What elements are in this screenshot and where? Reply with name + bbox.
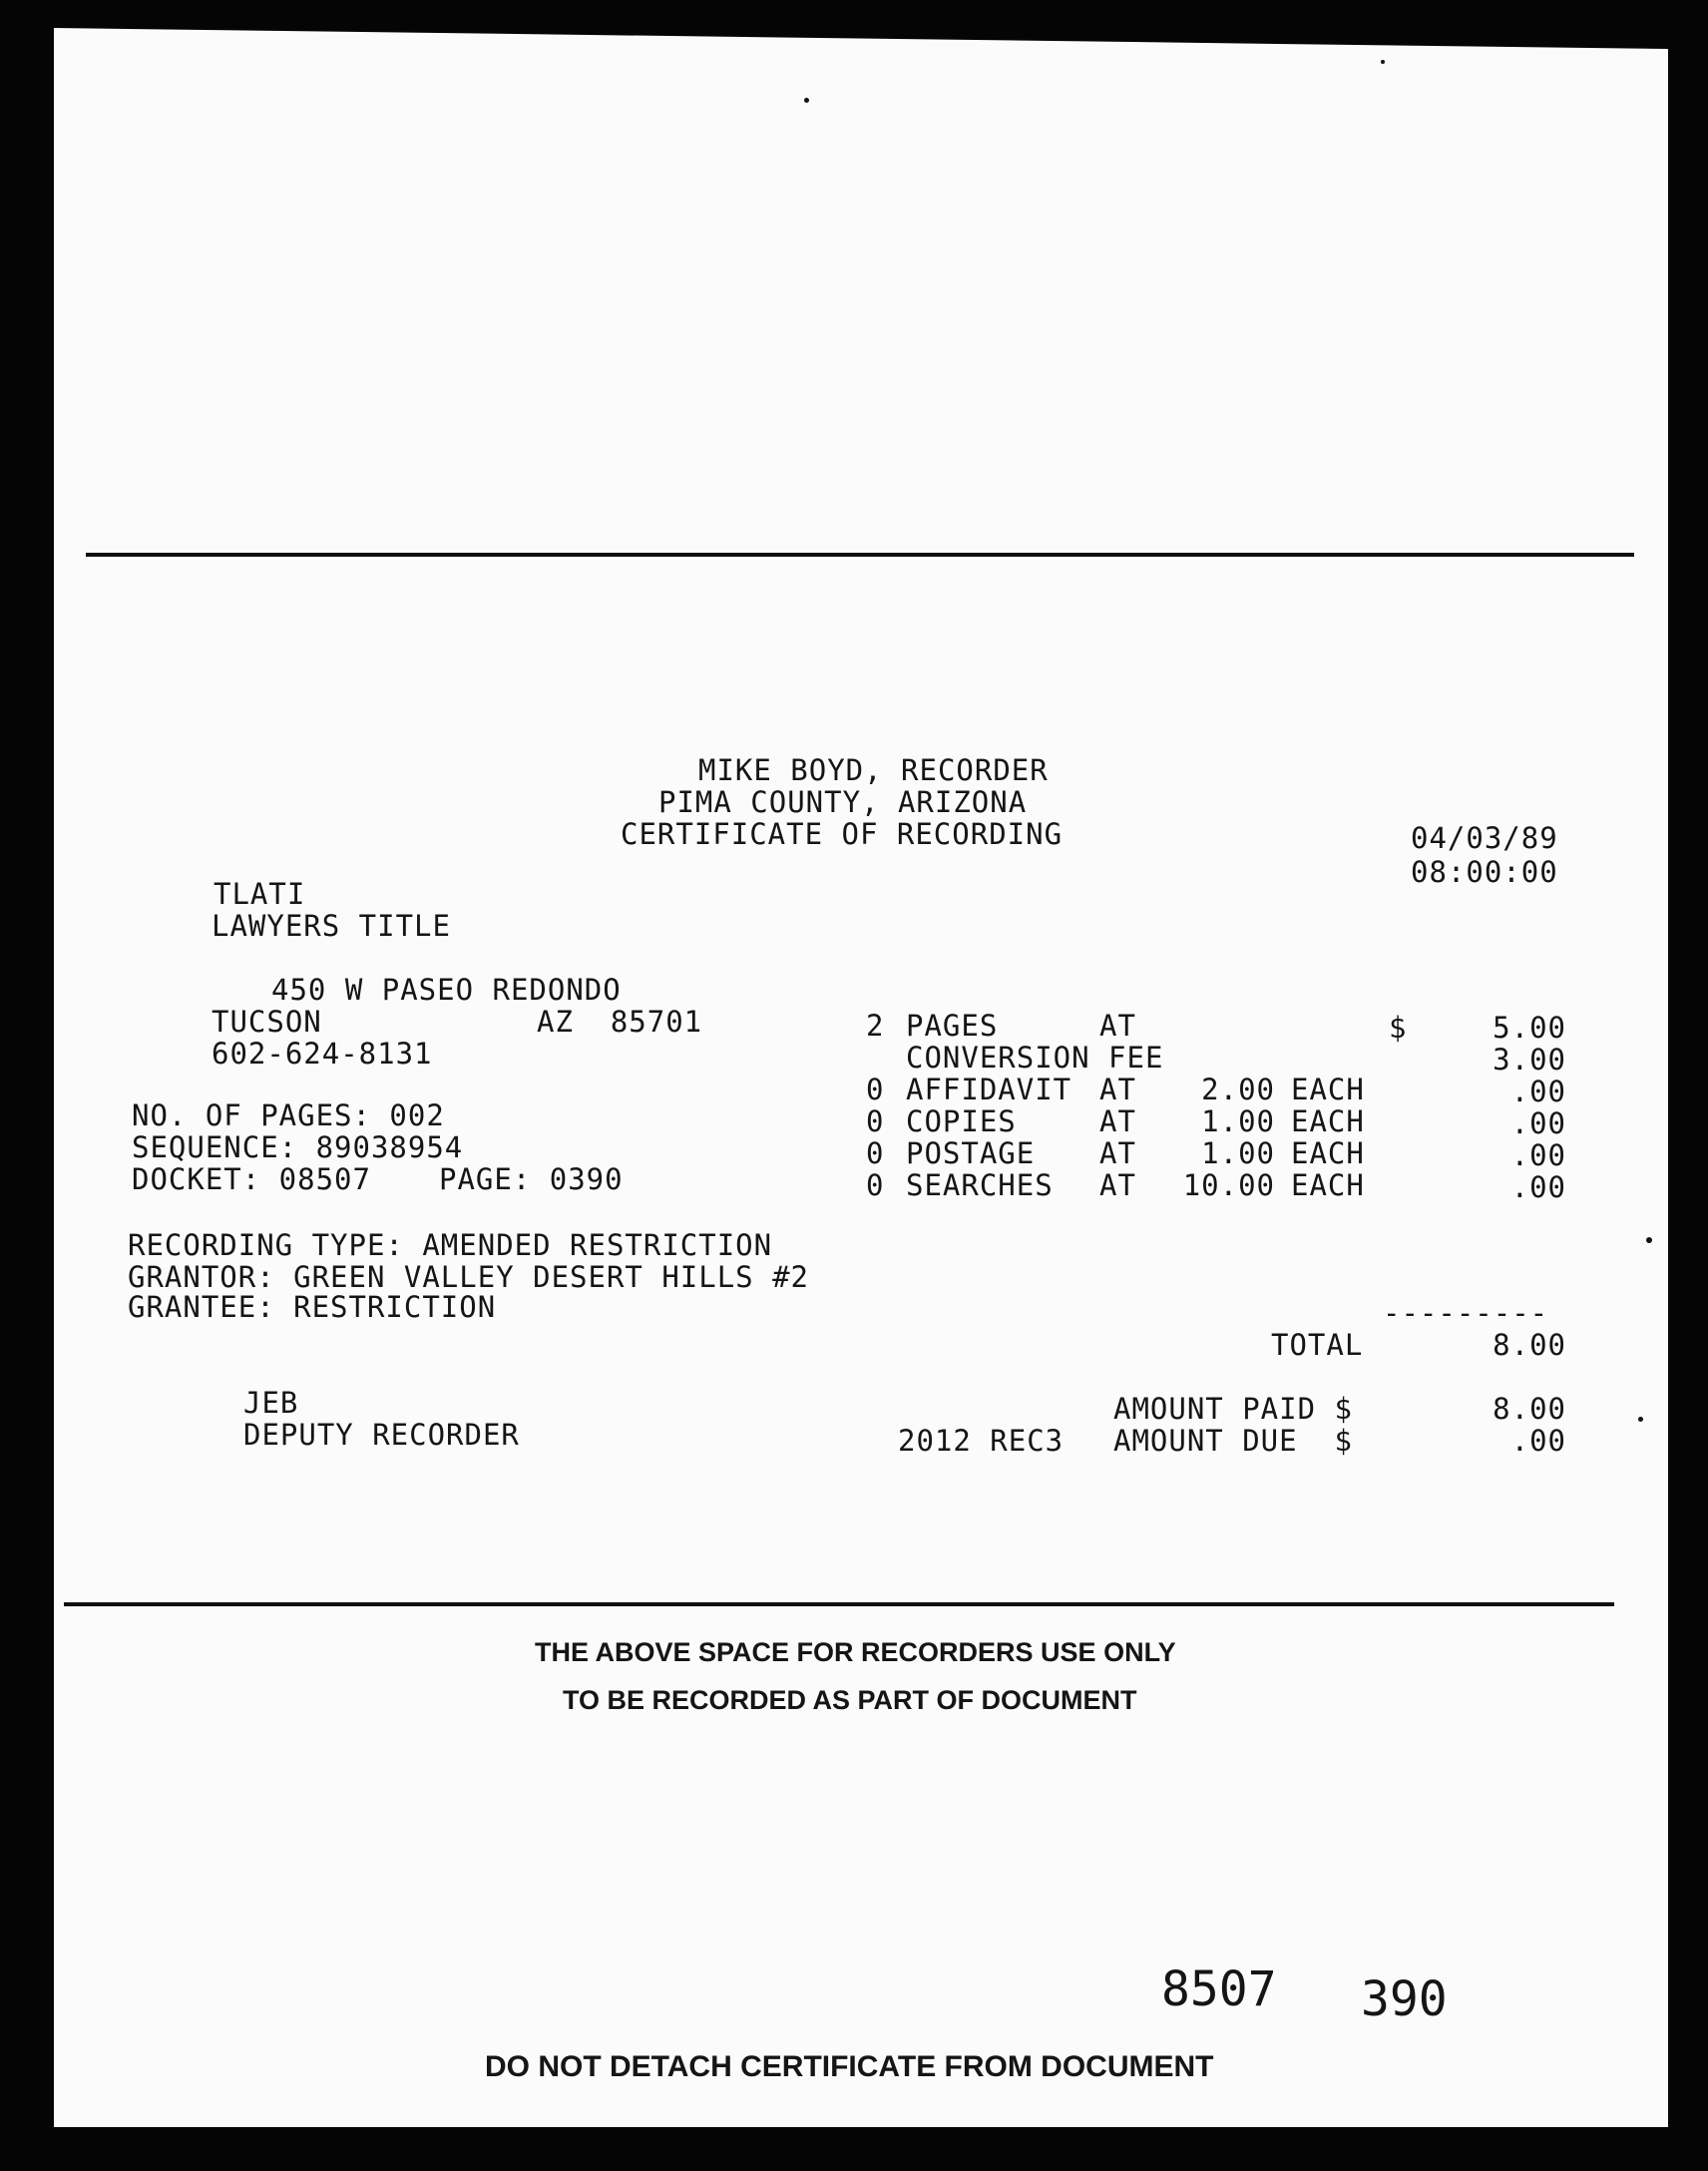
fee-item: POSTAGE bbox=[906, 1136, 1036, 1170]
fee-rate: 2.00 bbox=[1201, 1073, 1275, 1106]
page-number: PAGE: 0390 bbox=[439, 1162, 624, 1196]
fee-at: AT bbox=[1099, 1009, 1136, 1043]
fee-item: CONVERSION FEE bbox=[906, 1041, 1164, 1075]
fee-qty: 0 bbox=[866, 1073, 885, 1106]
document-page bbox=[54, 28, 1668, 2127]
stamp-page: 390 bbox=[1361, 1971, 1448, 2027]
certificate-title: CERTIFICATE OF RECORDING bbox=[621, 817, 1064, 851]
grantor: GRANTOR: GREEN VALLEY DESERT HILLS #2 bbox=[128, 1260, 810, 1294]
fee-rate: 1.00 bbox=[1201, 1136, 1275, 1170]
fee-each: EACH bbox=[1291, 1104, 1365, 1138]
recorded-as-part-notice: TO BE RECORDED AS PART OF DOCUMENT bbox=[563, 1685, 1137, 1715]
sequence-number: SEQUENCE: 89038954 bbox=[132, 1130, 464, 1164]
recording-type: RECORDING TYPE: AMENDED RESTRICTION bbox=[128, 1228, 773, 1262]
county-name: PIMA COUNTY, ARIZONA bbox=[658, 785, 1028, 819]
submitter-state-zip: AZ 85701 bbox=[537, 1005, 703, 1039]
recorder-name: MIKE BOYD, RECORDER bbox=[698, 753, 1049, 787]
fee-amount: .00 bbox=[1510, 1138, 1566, 1172]
scan-speck bbox=[804, 98, 809, 103]
fee-qty: 0 bbox=[866, 1136, 885, 1170]
fee-rate: 10.00 bbox=[1182, 1168, 1275, 1202]
amount-due: .00 bbox=[1510, 1424, 1566, 1458]
currency-symbol: $ bbox=[1389, 1011, 1408, 1045]
fee-item: SEARCHES bbox=[906, 1168, 1054, 1202]
amount-paid-label: AMOUNT PAID $ bbox=[1113, 1392, 1353, 1426]
fee-qty: 0 bbox=[866, 1104, 885, 1138]
submitter-street: 450 W PASEO REDONDO bbox=[271, 973, 622, 1007]
fee-rate: 1.00 bbox=[1201, 1104, 1275, 1138]
grantee: GRANTEE: RESTRICTION bbox=[128, 1290, 497, 1324]
fee-amount: .00 bbox=[1510, 1170, 1566, 1204]
submitter-city: TUCSON bbox=[212, 1005, 322, 1039]
total-separator: --------- bbox=[1383, 1296, 1549, 1330]
fee-at: AT bbox=[1099, 1168, 1136, 1202]
fee-item: AFFIDAVIT bbox=[906, 1073, 1072, 1106]
fee-each: EACH bbox=[1291, 1136, 1365, 1170]
fee-at: AT bbox=[1099, 1073, 1136, 1106]
detach-warning: DO NOT DETACH CERTIFICATE FROM DOCUMENT bbox=[485, 2050, 1214, 2083]
recorder-use-notice: THE ABOVE SPACE FOR RECORDERS USE ONLY bbox=[535, 1637, 1176, 1667]
amount-due-label: AMOUNT DUE $ bbox=[1113, 1424, 1353, 1458]
fee-each: EACH bbox=[1291, 1168, 1365, 1202]
recording-time: 08:00:00 bbox=[1411, 855, 1558, 889]
fee-amount: 5.00 bbox=[1493, 1011, 1566, 1045]
scan-speck bbox=[1381, 60, 1385, 64]
top-divider bbox=[86, 553, 1634, 557]
recording-date: 04/03/89 bbox=[1411, 821, 1558, 855]
fee-qty: 0 bbox=[866, 1168, 885, 1202]
stamp-docket: 8507 bbox=[1161, 1961, 1277, 2017]
submitter-code: TLATI bbox=[214, 877, 306, 911]
submitter-phone: 602-624-8131 bbox=[212, 1037, 433, 1071]
docket-number: DOCKET: 08507 bbox=[132, 1162, 371, 1196]
deputy-initials: JEB bbox=[243, 1386, 299, 1420]
fee-amount: .00 bbox=[1510, 1106, 1566, 1140]
total-label: TOTAL bbox=[1271, 1328, 1364, 1362]
fee-amount: 3.00 bbox=[1493, 1043, 1566, 1077]
deputy-title: DEPUTY RECORDER bbox=[243, 1418, 520, 1452]
amount-paid: 8.00 bbox=[1493, 1392, 1566, 1426]
fee-amount: .00 bbox=[1510, 1075, 1566, 1108]
fee-item: PAGES bbox=[906, 1009, 999, 1043]
scan-speck bbox=[1646, 1237, 1652, 1243]
submitter-name: LAWYERS TITLE bbox=[212, 909, 451, 943]
register-code: 2012 REC3 bbox=[898, 1424, 1065, 1458]
fee-at: AT bbox=[1099, 1104, 1136, 1138]
fee-qty: 2 bbox=[866, 1009, 885, 1043]
total-amount: 8.00 bbox=[1493, 1328, 1566, 1362]
fee-at: AT bbox=[1099, 1136, 1136, 1170]
bottom-divider bbox=[64, 1602, 1614, 1606]
scan-speck bbox=[1638, 1417, 1643, 1422]
fee-item: COPIES bbox=[906, 1104, 1017, 1138]
fee-each: EACH bbox=[1291, 1073, 1365, 1106]
number-of-pages: NO. OF PAGES: 002 bbox=[132, 1098, 445, 1132]
